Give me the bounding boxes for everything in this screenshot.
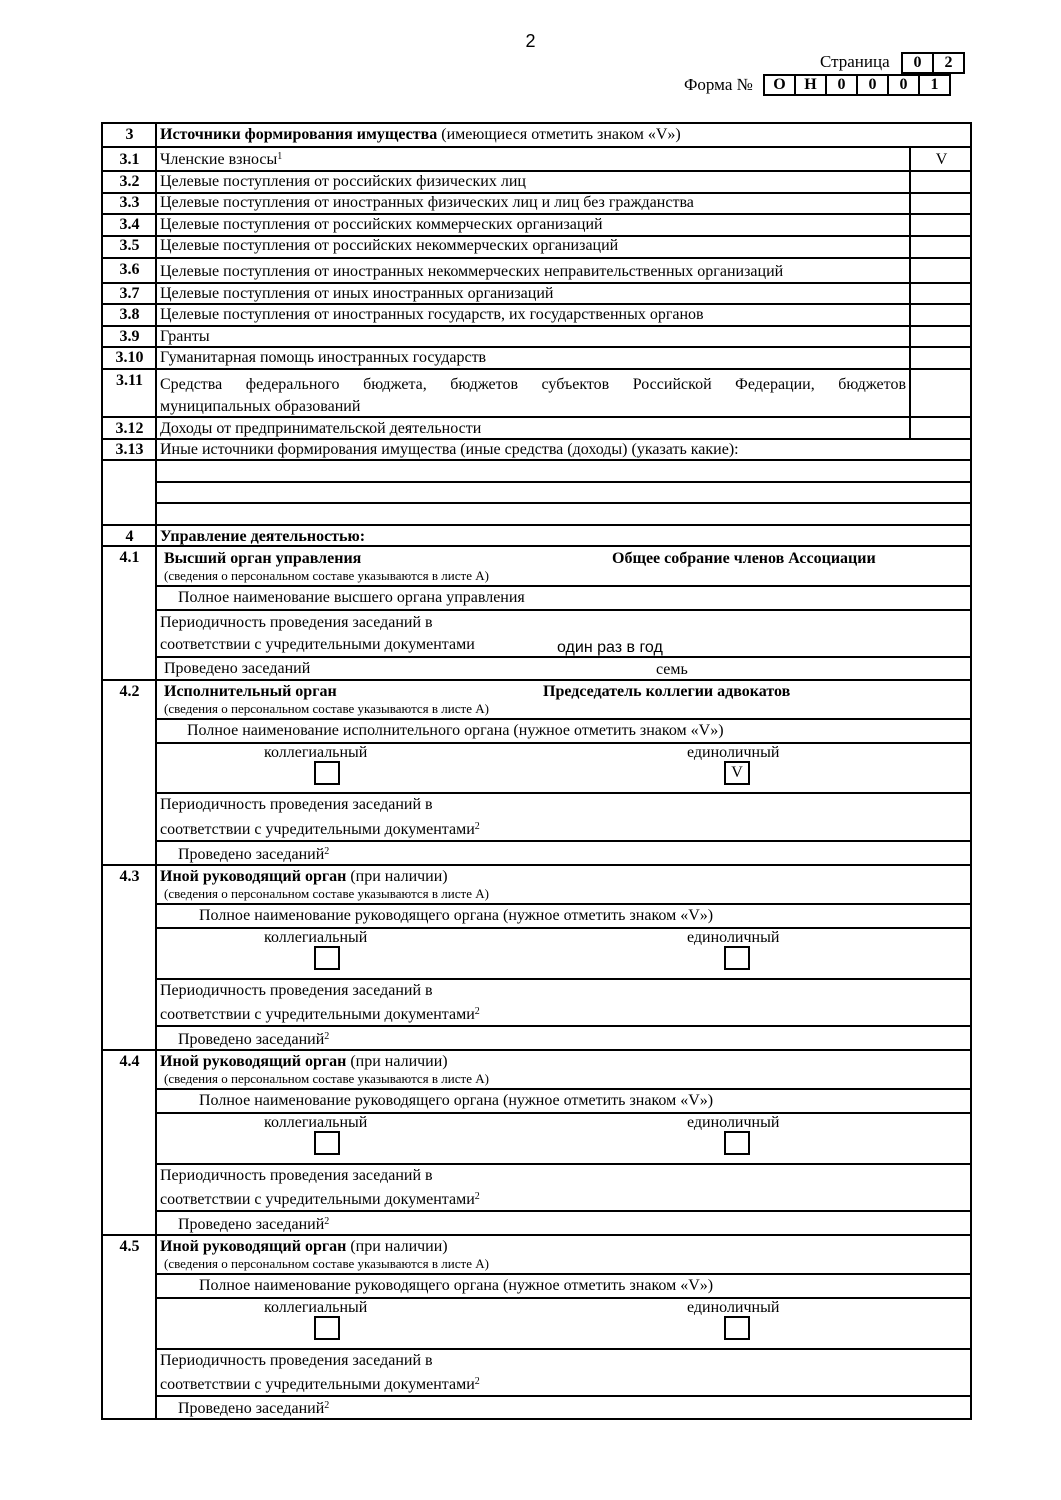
footnote-ref: 2 [474, 1006, 480, 1017]
page-number-cells [901, 52, 965, 74]
other-body-title-text: Иной руководящий орган [160, 1053, 347, 1070]
form-number-cells [763, 74, 951, 96]
held-meetings-label: Проведено заседаний [164, 660, 311, 677]
highest-body-title: Высший орган управления [164, 550, 362, 567]
period-label-cont [160, 820, 480, 839]
held-meetings-label [178, 1215, 329, 1234]
other-body-title [160, 1237, 448, 1256]
footnote-ref: 2 [474, 1376, 480, 1387]
other-sources-input-2[interactable] [158, 484, 970, 502]
form-digit: 0 [856, 74, 889, 96]
sole-checkbox[interactable] [724, 1131, 750, 1155]
footnote-ref: 2 [324, 846, 330, 857]
highest-body-value[interactable]: Общее собрание членов Ассоциации [612, 550, 876, 567]
source-row-label-cont: муниципальных образований [160, 398, 361, 415]
page-digit: 0 [901, 52, 934, 74]
row-number: 3.13 [115, 441, 144, 458]
highest-full-name-label: Полное наименование высшего органа управления [178, 589, 525, 606]
source-row-label: Доходы от предпринимательской деятельности [160, 420, 482, 437]
collegial-label: коллегиальный [264, 929, 368, 946]
page-number: 2 [525, 31, 536, 51]
period-label-cont [160, 1190, 480, 1209]
row-number: 4.3 [119, 868, 140, 885]
page-label: Страница [820, 52, 890, 71]
footnote-ref: 2 [474, 821, 480, 832]
source-mark-cell[interactable]: V [935, 151, 948, 168]
row-number: 3.12 [115, 420, 144, 437]
other-body-full-name-label: Полное наименование руководящего органа (нужное отметить знаком «V») [199, 907, 714, 924]
row-number: 3.3 [119, 194, 140, 211]
row-number: 3.4 [119, 216, 140, 233]
row-number: 3.5 [119, 237, 140, 254]
row-number: 3.11 [115, 372, 144, 389]
other-body-title-note: (при наличии) [350, 1053, 448, 1070]
source-row-label: Гранты [160, 328, 210, 345]
footnote-ref: 2 [324, 1216, 330, 1227]
period-label: Периодичность проведения заседаний в [160, 1352, 433, 1369]
other-body-title-text: Иной руководящий орган [160, 1238, 347, 1255]
collegial-checkbox[interactable] [314, 1131, 340, 1155]
form-digit: 1 [918, 74, 951, 96]
held-label-text: Проведено заседаний [178, 1031, 325, 1048]
source-row-label: Гуманитарная помощь иностранных государств [160, 349, 487, 366]
sole-label: единоличный [687, 929, 780, 946]
personnel-note: (сведения о персональном составе указываются в листе А) [164, 1256, 489, 1271]
period-label: Периодичность проведения заседаний в [160, 1167, 433, 1184]
executive-body-title: Исполнительный орган [164, 683, 337, 700]
collegial-checkbox[interactable] [314, 946, 340, 970]
personnel-note: (сведения о персональном составе указываются в листе А) [164, 1071, 489, 1086]
other-body-title [160, 1052, 448, 1071]
form-digit: 0 [825, 74, 858, 96]
source-row-label: Средства федерального бюджета, бюджетов субъектов Российской Федерации, бюджетов [160, 376, 906, 393]
row-number: 4.4 [119, 1053, 140, 1070]
period-label-text: соответствии с учредительными документами [160, 1191, 475, 1208]
sole-label: единоличный [687, 1114, 780, 1131]
other-sources-input-3[interactable] [158, 505, 970, 524]
section-3-number: 3 [125, 126, 134, 143]
source-row-label: Целевые поступления от иностранных физических лиц и лиц без гражданства [160, 194, 694, 211]
row-number: 3.7 [119, 285, 140, 302]
personnel-note: (сведения о персональном составе указываются в листе А) [164, 568, 489, 583]
held-label-text: Проведено заседаний [178, 846, 325, 863]
period-label-cont [160, 1375, 480, 1394]
executive-full-name-label: Полное наименование исполнительного органа (нужное отметить знаком «V») [187, 722, 724, 739]
held-meetings-label [178, 1399, 329, 1418]
held-meetings-label [178, 1030, 329, 1049]
period-label-text: соответствии с учредительными документами [160, 1006, 475, 1023]
form-digit: Н [794, 74, 827, 96]
period-label-cont [160, 1005, 480, 1024]
period-label: Периодичность проведения заседаний в [160, 796, 433, 813]
source-row-label: Целевые поступления от иностранных некоммерческих неправительственных организаций [160, 263, 784, 280]
source-row-label: Целевые поступления от российских некоммерческих организаций [160, 237, 619, 254]
source-row-label: Целевые поступления от российских коммерческих организаций [160, 216, 603, 233]
sole-checkbox[interactable] [724, 1316, 750, 1340]
row-number: 4.2 [119, 683, 140, 700]
held-label-text: Проведено заседаний [178, 1400, 325, 1417]
source-row-label [160, 150, 282, 169]
row-number: 3.2 [119, 173, 140, 190]
sole-label: единоличный [687, 744, 780, 761]
collegial-label: коллегиальный [264, 744, 368, 761]
executive-body-value[interactable]: Председатель коллегии адвокатов [543, 683, 791, 700]
row-number: 4.1 [119, 549, 140, 566]
held-meetings-label [178, 845, 329, 864]
personnel-note: (сведения о персональном составе указываются в листе А) [164, 886, 489, 901]
row-number: 3.10 [115, 349, 144, 366]
section-3-title-note: (имеющиеся отметить знаком «V») [441, 126, 681, 143]
footnote-ref: 2 [474, 1191, 480, 1202]
other-body-title-note: (при наличии) [350, 1238, 448, 1255]
form-digit: 0 [887, 74, 920, 96]
source-row-label: Целевые поступления от российских физических лиц [160, 173, 526, 190]
sole-checkbox[interactable] [724, 946, 750, 970]
row-number: 3.9 [119, 328, 140, 345]
section-4-title: Управление деятельностью: [160, 528, 366, 545]
other-body-title-text: Иной руководящий орган [160, 868, 347, 885]
section-4-number: 4 [125, 528, 134, 545]
held-label-text: Проведено заседаний [178, 1216, 325, 1233]
other-sources-label: Иные источники формирования имущества (иные средства (доходы) (указать какие): [160, 441, 739, 458]
collegial-label: коллегиальный [264, 1299, 368, 1316]
row-number: 3.1 [119, 151, 140, 168]
period-label-text: соответствии с учредительными документами [160, 1376, 475, 1393]
other-body-full-name-label: Полное наименование руководящего органа (нужное отметить знаком «V») [199, 1092, 714, 1109]
sole-checkbox[interactable]: V [724, 761, 750, 785]
other-body-title-note: (при наличии) [350, 868, 448, 885]
period-label-text: соответствии с учредительными документами [160, 821, 475, 838]
other-sources-input-1[interactable] [158, 462, 970, 481]
period-label: Периодичность проведения заседаний в [160, 614, 433, 631]
form-digit: О [763, 74, 796, 96]
footnote-ref: 1 [277, 151, 283, 162]
held-meetings-value[interactable]: семь [656, 661, 688, 678]
row-number: 3.8 [119, 306, 140, 323]
form-label: Форма № [684, 75, 753, 94]
other-body-title [160, 867, 448, 886]
personnel-note: (сведения о персональном составе указываются в листе А) [164, 701, 489, 716]
row-number: 4.5 [119, 1238, 140, 1255]
period-value[interactable]: один раз в год [557, 639, 663, 656]
collegial-checkbox[interactable] [314, 761, 340, 785]
row-label-text: Членские взносы [160, 151, 278, 168]
period-label-cont: соответствии с учредительными документами [160, 636, 475, 653]
page-digit: 2 [932, 52, 965, 74]
other-body-full-name-label: Полное наименование руководящего органа (нужное отметить знаком «V») [199, 1277, 714, 1294]
section-3-header [160, 125, 681, 144]
source-row-label: Целевые поступления от иностранных государств, их государственных органов [160, 306, 704, 323]
period-label: Периодичность проведения заседаний в [160, 982, 433, 999]
footnote-ref: 2 [324, 1031, 330, 1042]
source-row-label: Целевые поступления от иных иностранных организаций [160, 285, 554, 302]
footnote-ref: 2 [324, 1400, 330, 1411]
section-3-title: Источники формирования имущества [160, 126, 438, 143]
collegial-label: коллегиальный [264, 1114, 368, 1131]
collegial-checkbox[interactable] [314, 1316, 340, 1340]
row-number: 3.6 [119, 261, 140, 278]
sole-label: единоличный [687, 1299, 780, 1316]
